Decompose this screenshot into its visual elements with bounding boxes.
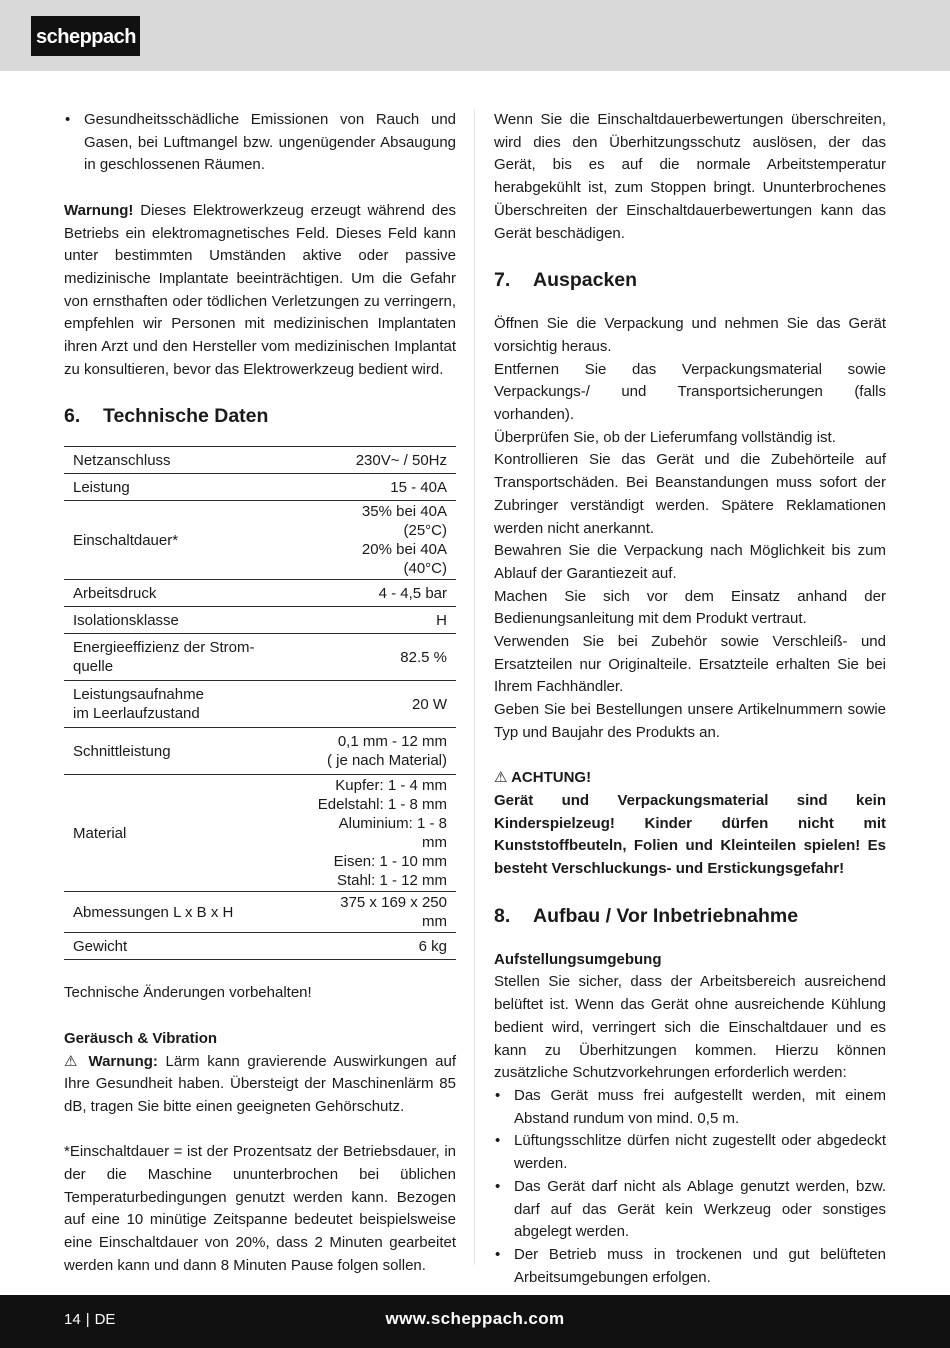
unpack-paragraph: Entfernen Sie das Verpackungsmaterial sowie Verpackungs-/ und Transportsicherungen (falls vorhanden). — [494, 360, 886, 424]
spec-value-line: Aluminium: 1 - 8 mm — [338, 815, 447, 852]
spec-row — [64, 634, 456, 681]
caution-heading — [494, 767, 886, 790]
section-heading-7 — [494, 267, 886, 293]
spec-value — [307, 728, 456, 775]
list-item: • Das Gerät muss frei aufgestellt werden, mit einem Abstand rundum von mind. 0,5 m. — [494, 1085, 886, 1130]
warning-label: Warnung! — [64, 201, 134, 219]
spec-value — [307, 775, 456, 892]
page-header — [0, 0, 950, 71]
spec-value-line: 20% bei 40A (40°C) — [361, 541, 447, 578]
unpack-paragraph: Bewahren Sie die Verpackung nach Möglichkeit bis zum Ablauf der Garantiezeit auf. — [494, 542, 886, 582]
spec-value: 375 x 169 x 250 mm — [307, 892, 456, 933]
caution-label: ACHTUNG! — [511, 769, 592, 787]
column-divider — [474, 109, 475, 1265]
spec-row — [64, 775, 456, 892]
section-number: 7. — [494, 269, 511, 292]
scheppach-logo-wordmark — [36, 21, 136, 51]
duty-cycle-note: *Einschaltdauer = ist der Prozentsatz der Betriebsdauer, in der die Maschine ununterbrochen bei üblichen Temperaturbedingungen genutzt werden kann. Bezogen auf eine 10 minütige Zeitspanne bedeutet beispielsweise eine Einschaltdauer von 20%, dass 2 Minuten gearbeitet werden kann und dann 8 Minuten Pause folgen sollen. — [64, 1143, 456, 1274]
noise-warning-text: Lärm kann gravierende Auswirkungen auf Ihre Gesundheit haben. Übersteigt der Maschinenlärm 85 dB, tragen Sie bitte einen geeigneten Gehörschutz. — [64, 1052, 456, 1115]
spec-key: Gewicht — [64, 933, 307, 960]
emissions-list — [64, 109, 456, 177]
language-code: DE — [94, 1311, 116, 1328]
spec-value: H — [307, 607, 456, 634]
warning-icon: ⚠ — [494, 769, 508, 787]
logo-text: scheppach — [35, 26, 136, 48]
warning-text: Dieses Elektrowerkzeug erzeugt während des Betriebs ein elektromagnetisches Feld. Dieses Feld kann unter bestimmten Umständen aktive oder passive medizinische Implantate beeinträchtigen. Um die Gefahr von ernsthaften oder tödlichen Verletzungen zu verringern, empfehlen wir Personen mit medizinischen Implantaten ihren Arzt und den Hersteller vom medizinischen Implantat zu konsultieren, bevor das Elektrowerkzeug bedient wird. — [64, 201, 456, 378]
spec-key: Netzanschluss — [64, 447, 307, 474]
page-number-value: 14 — [64, 1311, 81, 1328]
spec-value: 20 W — [307, 681, 456, 728]
spec-row — [64, 501, 456, 580]
spec-key: Isolationsklasse — [64, 607, 307, 634]
section-heading-8 — [494, 903, 886, 929]
page-footer — [0, 1295, 950, 1348]
spec-value: 82.5 % — [307, 634, 456, 681]
spec-key: Schnittleistung — [64, 728, 307, 775]
spec-key-line: im Leerlaufzustand — [73, 705, 200, 723]
spec-value-line: ( je nach Material) — [326, 752, 447, 770]
spec-value-line: Eisen: 1 - 10 mm — [333, 853, 447, 871]
spec-key-line: Energieeffizienz der Strom- — [73, 639, 255, 657]
spec-value-line: Kupfer: 1 - 4 mm — [335, 777, 447, 795]
setup-paragraph: Stellen Sie sicher, dass der Arbeitsbereich ausreichend belüftet ist. Wenn das Gerät ohne ausreichende Kühlung bedient wird, verringert sich die Einschaltdauer und es kann zu Überhitzungen kommen. Hierzu können zusätzliche Schutzvorkehrungen erforderlich werden: — [494, 973, 886, 1082]
setup-heading: Aufstellungsumgebung — [494, 950, 662, 968]
spec-row — [64, 681, 456, 728]
spec-value-line: Edelstahl: 1 - 8 mm — [317, 796, 447, 814]
list-item: • Das Gerät darf nicht als Ablage genutzt werden, bzw. darf auf das Gerät kein Werkzeug oder sonstiges abgelegt werden. — [494, 1176, 886, 1244]
caution-text: Gerät und Verpackungsmaterial sind kein Kinderspielzeug! Kinder dürfen nicht mit Kunststoffbeuteln, Folien und Kleinteilen spielen! Es besteht Verschluckungs- und Erstickungsgefahr! — [494, 791, 886, 878]
right-column — [494, 109, 886, 1289]
noise-warning — [64, 1051, 456, 1119]
setup-list — [494, 1085, 886, 1289]
noise-heading: Geräusch & Vibration — [64, 1029, 218, 1047]
left-column — [64, 109, 456, 1278]
warning-icon: ⚠ — [64, 1052, 81, 1070]
section-number: 8. — [494, 904, 511, 927]
list-item: • Der Betrieb muss in trockenen und gut belüfteten Arbeitsumgebungen erfolgen. — [494, 1244, 886, 1289]
spec-value — [307, 501, 456, 580]
spec-value: 4 - 4,5 bar — [307, 580, 456, 607]
section-title: Aufbau / Vor Inbetriebnahme — [533, 904, 799, 927]
unpack-paragraph: Machen Sie sich vor dem Einsatz anhand der Bedienungsanleitung mit dem Produkt vertraut. — [494, 587, 886, 628]
spec-key: Abmessungen L x B x H — [64, 892, 307, 933]
spec-key — [64, 634, 307, 681]
spec-value-line: 35% bei 40A (25°C) — [361, 503, 447, 540]
unpack-paragraph: Kontrollieren Sie das Gerät und die Zubehörteile auf Transportschäden. Bei Beanstandungen muss sofort der Zubringer verständigt werden. Spätere Reklamationen werden nicht anerkannt. — [494, 451, 886, 537]
page-separator: | — [85, 1311, 90, 1328]
spec-value-line: 0,1 mm - 12 mm — [337, 733, 447, 751]
scheppach-logo — [31, 16, 140, 56]
spec-row — [64, 892, 456, 933]
section-title: Auspacken — [533, 269, 638, 292]
unpack-paragraph: Verwenden Sie bei Zubehör sowie Verschleiß- und Ersatzteilen nur Originalteile. Ersatzteile erhalten Sie bei Ihrem Fachhändler. — [494, 633, 886, 696]
spec-key — [64, 681, 307, 728]
section-title: Technische Daten — [103, 405, 269, 428]
website-link[interactable]: www.scheppach.com — [385, 1309, 565, 1328]
noise-warning-label: Warnung: — [88, 1052, 158, 1070]
spec-row — [64, 933, 456, 960]
spec-value-line: Stahl: 1 - 12 mm — [336, 872, 447, 890]
unpack-paragraph: Überprüfen Sie, ob der Lieferumfang vollständig ist. — [494, 428, 836, 446]
spec-value: 230V~ / 50Hz — [307, 447, 456, 474]
section-number: 6. — [64, 405, 81, 428]
spec-value: 6 kg — [307, 933, 456, 960]
spec-key-line: Leistungsaufnahme — [73, 686, 204, 704]
spec-row — [64, 474, 456, 501]
emf-warning — [64, 200, 456, 382]
tech-changes-note: Technische Änderungen vorbehalten! — [64, 984, 312, 1002]
spec-key: Leistung — [64, 474, 307, 501]
spec-row — [64, 447, 456, 474]
spec-key-line: quelle — [73, 658, 114, 676]
unpack-paragraph: Geben Sie bei Bestellungen unsere Artikelnummern sowie Typ und Baujahr des Produkts an. — [494, 701, 886, 741]
spec-table — [64, 446, 456, 960]
list-item: • Gesundheitsschädliche Emissionen von Rauch und Gasen, bei Luftmangel bzw. ungenügender Absaugung in geschlossenen Räumen. — [64, 109, 456, 177]
spec-row — [64, 728, 456, 775]
spec-key: Einschaltdauer* — [64, 501, 307, 580]
spec-row — [64, 607, 456, 634]
spec-key: Arbeitsdruck — [64, 580, 307, 607]
spec-row — [64, 580, 456, 607]
overheat-paragraph: Wenn Sie die Einschaltdauerbewertungen überschreiten, wird dies den Überhitzungsschutz auslösen, der das Gerät, bis es auf die normale Arbeitstemperatur herabgekühlt ist, zum Stoppen bringt. Ununterbrochenes Überschreiten der Einschaltdauerbewertungen kann das Gerät beschädigen. — [494, 111, 886, 242]
spec-value: 15 - 40A — [307, 474, 456, 501]
spec-key: Material — [64, 775, 307, 892]
unpack-paragraph: Öffnen Sie die Verpackung und nehmen Sie das Gerät vorsichtig heraus. — [494, 315, 886, 355]
section-heading-6 — [64, 403, 456, 429]
list-item: • Lüftungsschlitze dürfen nicht zugestellt oder abgedeckt werden. — [494, 1130, 886, 1175]
